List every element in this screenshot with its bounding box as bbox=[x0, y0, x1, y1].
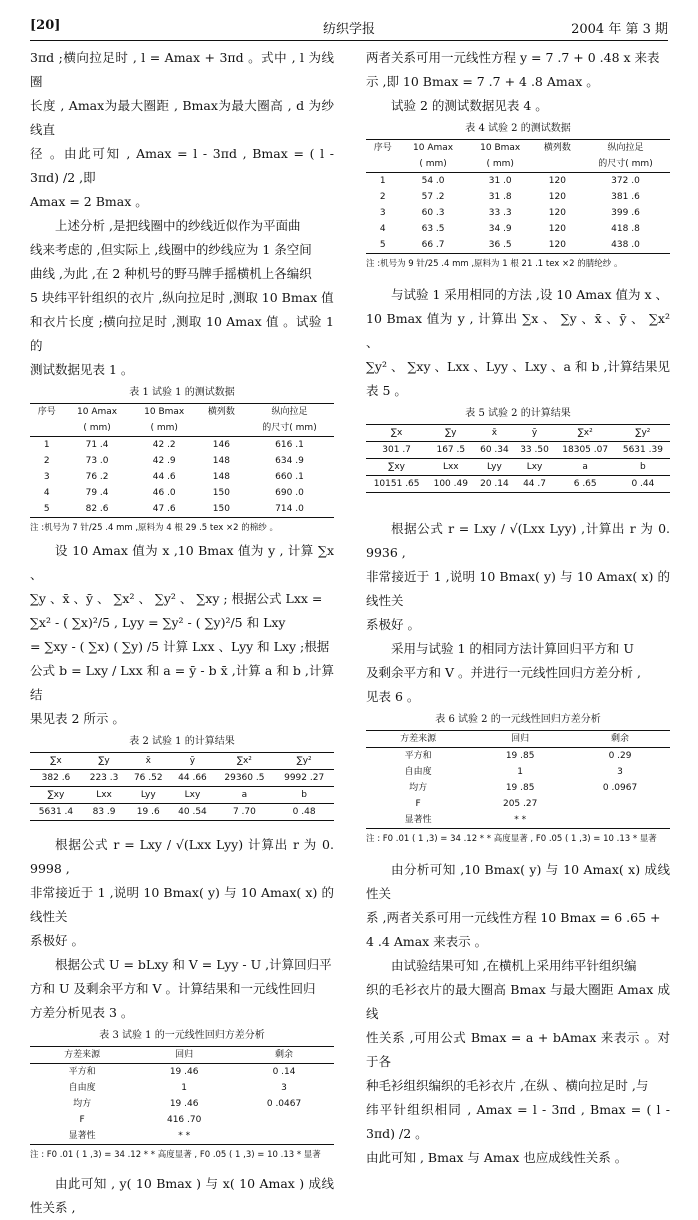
page-number: [20] bbox=[30, 18, 61, 33]
table-row: 2 57 .2 31 .8 120 381 .6 bbox=[379, 192, 640, 202]
table-3-caption: 表 3 试验 1 的一元线性回归方差分析 bbox=[99, 1030, 265, 1041]
text-line: ∑y 、x̄ 、ȳ 、 ∑x² 、 ∑y² 、 ∑xy ; 根据公式 Lxx = bbox=[30, 591, 323, 606]
text-line: 试验 2 的测试数据见表 4 。 bbox=[391, 98, 548, 113]
text-line: 曲线 ,为此 ,在 2 种机号的野马牌手摇横机上各编织 bbox=[30, 266, 312, 281]
table-3: 方差来源 回归 剩余 平方和 19 .46 0 .14 自由度 1 3 均方 19 .46 0 .0467 F 416 .70 显著性 * * bbox=[30, 1046, 334, 1145]
text-line: 织的毛衫衣片的最大圈高 Bmax 与最大圈距 Amax 成线 bbox=[366, 982, 670, 1021]
right-para-2 bbox=[366, 94, 670, 118]
right-para-3 bbox=[366, 283, 670, 403]
table-header: 纵向拉足 bbox=[607, 143, 644, 153]
table-3-note: 注 : F0 .01 ( 1 ,3) = 34 .12 * * 高度显著 , F0 .05 ( 1 ,3) = 10 .13 * 显著 bbox=[30, 1150, 321, 1160]
left-para-4 bbox=[30, 833, 334, 953]
table-row: 382 .6 223 .3 76 .52 44 .66 29360 .5 9992 .27 bbox=[30, 770, 334, 787]
table-6-note: 注 : F0 .01 ( 1 ,3) = 34 .12 * * 高度显著 , F0 .05 ( 1 ,3) = 10 .13 * 显著 bbox=[366, 834, 657, 844]
text-line: 设 10 Amax 值为 x ,10 Bmax 值为 y , 计算 ∑x 、 bbox=[30, 543, 334, 582]
table-header: 10 Bmax bbox=[480, 143, 521, 153]
table-row: 自由度 1 3 bbox=[404, 767, 623, 777]
table-4-caption: 表 4 试验 2 的测试数据 bbox=[465, 123, 571, 134]
text-line: 长度 , Amax为最大圈距 , Bmax为最大圈高 , d 为纱线直 bbox=[30, 98, 334, 137]
text-line: 见表 6 。 bbox=[366, 689, 420, 704]
table-row: 5 82 .6 47 .6 150 714 .0 bbox=[43, 504, 304, 514]
left-para-2 bbox=[30, 214, 334, 382]
table-row: 4 63 .5 34 .9 120 418 .8 bbox=[379, 224, 640, 234]
text-line: 方和 U 及剩余平方和 V 。计算结果和一元线性回归 bbox=[30, 981, 316, 996]
text-line: 公式 b = Lxy / Lxx 和 a = ȳ - b x̄ ,计算 a 和 b ,计算结 bbox=[30, 663, 334, 702]
text-line: 5 块纬平针组织的衣片 ,纵向拉足时 ,测取 10 Bmax 值 bbox=[30, 290, 334, 305]
text-line: 系极好 。 bbox=[366, 617, 420, 632]
text-line: 性关系 ,可用公式 Bmax = a + bAmax 来表示 。对于各 bbox=[366, 1030, 670, 1069]
text-line: 上述分析 ,是把线圈中的纱线近似作为平面曲 bbox=[55, 218, 301, 233]
table-header: 横列数 bbox=[543, 143, 571, 153]
right-para-7 bbox=[366, 954, 670, 1170]
left-para-3 bbox=[30, 539, 334, 731]
text-line: 采用与试验 1 的相同方法计算回归平方和 U bbox=[391, 641, 634, 656]
text-line: 纬平针组织相同 , Amax = l - 3πd , Bmax = ( l - 3πd) /2 。 bbox=[366, 1102, 670, 1141]
text-line: 果见表 2 所示 。 bbox=[30, 711, 125, 726]
table-row: 5 66 .7 36 .5 120 438 .0 bbox=[379, 240, 640, 250]
table-row: 301 .7 167 .5 60 .34 33 .50 18305 .07 5631 .39 bbox=[366, 442, 670, 459]
table-row: 4 79 .4 46 .0 150 690 .0 bbox=[43, 488, 304, 498]
text-line: Amax = 2 Bmax 。 bbox=[30, 194, 148, 209]
table-subheader: ( mm) bbox=[131, 420, 198, 437]
table-row: 3 76 .2 44 .6 148 660 .1 bbox=[43, 472, 304, 482]
text-line: 及剩余平方和 V 。并进行一元线性回归方差分析 , bbox=[366, 665, 641, 680]
text-line: 非常接近于 1 ,说明 10 Bmax( y) 与 10 Amax( x) 的线性关 bbox=[30, 885, 334, 924]
text-line: 系 ,两者关系可用一元线性方程 10 Bmax = 6 .65 + bbox=[366, 910, 661, 925]
table-row: 均方 19 .46 0 .0467 bbox=[73, 1099, 302, 1109]
table-subheader: ( mm) bbox=[467, 156, 534, 173]
table-row: 2 73 .0 42 .9 148 634 .9 bbox=[43, 456, 304, 466]
table-row: 自由度 1 3 bbox=[68, 1083, 287, 1093]
text-line: 和衣片长度 ;横向拉足时 ,测取 10 Amax 值 。试验 1 的 bbox=[30, 314, 334, 353]
table-header: 纵向拉足 bbox=[271, 407, 308, 417]
table-1-note: 注 :机号为 7 针/25 .4 mm ,原料为 4 根 29 .5 tex ×2 的棉纱 。 bbox=[30, 523, 278, 533]
text-line: 示 ,即 10 Bmax = 7 .7 + 4 .8 Amax 。 bbox=[366, 74, 599, 89]
table-row: 平方和 19 .85 0 .29 bbox=[404, 751, 632, 761]
text-line: = ∑xy - ( ∑x) ( ∑y) /5 计算 Lxx 、Lyy 和 Lxy ;根据 bbox=[30, 639, 330, 654]
text-line: 3πd ;横向拉足时 , l = Amax + 3πd 。式中 , l 为线圈 bbox=[30, 50, 334, 89]
table-row: 显著性 * * bbox=[68, 1131, 191, 1141]
issue-info: 2004 年 第 3 期 bbox=[571, 22, 668, 37]
page-header bbox=[30, 16, 668, 38]
table-header: 序号 bbox=[37, 407, 56, 417]
text-line: 系极好 。 bbox=[30, 933, 84, 948]
journal-title: 纺织学报 bbox=[322, 22, 375, 37]
text-line: 径 。由此可知 , Amax = l - 3πd , Bmax = ( l - 3πd) /2 ,即 bbox=[30, 146, 334, 185]
text-line: 测试数据见表 1 。 bbox=[30, 362, 134, 377]
text-line: 由试验结果可知 ,在横机上采用纬平针组织编 bbox=[391, 958, 637, 973]
text-line: 由此可知 , Bmax 与 Amax 也应成线性关系 。 bbox=[366, 1150, 628, 1165]
left-para-1 bbox=[30, 46, 334, 214]
text-line: 两者关系可用一元线性方程 y = 7 .7 + 0 .48 x 来表 bbox=[366, 50, 660, 65]
text-line: 由此可知 , y( 10 Bmax ) 与 x( 10 Amax ) 成线性关系 , bbox=[30, 1176, 334, 1215]
text-line: 由分析可知 ,10 Bmax( y) 与 10 Amax( x) 成线性关 bbox=[366, 862, 670, 901]
text-line: 4 .4 Amax 来表示 。 bbox=[366, 934, 488, 949]
table-row: 10151 .65 100 .49 20 .14 44 .7 6 .65 0 .44 bbox=[373, 479, 655, 489]
text-line: 与试验 1 采用相同的方法 ,设 10 Amax 值为 x 、 bbox=[391, 287, 669, 302]
table-header: 10 Amax bbox=[77, 407, 118, 417]
table-row: 5631 .4 83 .9 19 .6 40 .54 7 .70 0 .48 bbox=[38, 807, 316, 817]
table-header: 横列数 bbox=[207, 407, 235, 417]
table-subheader: ( mm) bbox=[400, 156, 467, 173]
table-header: 10 Bmax bbox=[144, 407, 185, 417]
text-line: ∑y² 、 ∑xy 、Lxx 、Lyy 、Lxy 、a 和 b ,计算结果见表 5 。 bbox=[366, 359, 670, 398]
right-para-6 bbox=[366, 858, 670, 954]
left-column bbox=[30, 46, 334, 1220]
table-row: F 205 .27 bbox=[415, 799, 538, 809]
table-row: F 416 .70 bbox=[79, 1115, 202, 1125]
table-row: 1 71 .4 42 .2 146 616 .1 bbox=[43, 440, 304, 450]
table-6: 方差来源 回归 剩余 平方和 19 .85 0 .29 自由度 1 3 均方 19 .85 0 .0967 F 205 .27 显著性 * * bbox=[366, 730, 670, 829]
table-row: 均方 19 .85 0 .0967 bbox=[409, 783, 638, 793]
table-header: 序号 bbox=[373, 143, 392, 153]
header-rule bbox=[30, 40, 668, 41]
table-row: 平方和 19 .46 0 .14 bbox=[68, 1067, 296, 1077]
table-1 bbox=[30, 403, 334, 518]
left-para-6 bbox=[30, 1172, 334, 1220]
table-row: 1 54 .0 31 .0 120 372 .0 bbox=[379, 176, 640, 186]
table-2: ∑x ∑y x̄ ȳ ∑x² ∑y² 382 .6 223 .3 76 .52 44 .66 29360 .5 9992 .27 ∑xy Lxx Lyy Lxy a b 5631 .4 83 .9 19 .6 40 .54 7 .70 0 .48 bbox=[30, 752, 334, 821]
table-row: 显著性 * * bbox=[404, 815, 527, 825]
right-para-1 bbox=[366, 46, 670, 94]
table-subheader: 的尺寸( mm) bbox=[245, 420, 334, 437]
table-4 bbox=[366, 139, 670, 254]
table-subheader: ( mm) bbox=[64, 420, 131, 437]
text-line: 根据公式 r = Lxy / √(Lxx Lyy) ,计算出 r 为 0. 9936 , bbox=[366, 521, 670, 560]
table-header: 10 Amax bbox=[413, 143, 454, 153]
text-line: 根据公式 U = bLxy 和 V = Lyy - U ,计算回归平 bbox=[55, 957, 332, 972]
text-line: 非常接近于 1 ,说明 10 Bmax( y) 与 10 Amax( x) 的线性关 bbox=[366, 569, 670, 608]
right-para-4 bbox=[366, 517, 670, 637]
text-line: 根据公式 r = Lxy / √(Lxx Lyy) 计算出 r 为 0. 9998 , bbox=[30, 837, 334, 876]
table-6-caption: 表 6 试验 2 的一元线性回归方差分析 bbox=[435, 714, 601, 725]
right-column bbox=[366, 46, 670, 1170]
table-2-caption: 表 2 试验 1 的计算结果 bbox=[129, 736, 235, 747]
left-para-5 bbox=[30, 953, 334, 1025]
table-row: 3 60 .3 33 .3 120 399 .6 bbox=[379, 208, 640, 218]
text-line: ∑x² - ( ∑x)²/5 , Lyy = ∑y² - ( ∑y)²/5 和 Lxy bbox=[30, 615, 286, 630]
table-4-note: 注 :机号为 9 针/25 .4 mm ,原料为 1 根 21 .1 tex ×2 的腈纶纱 。 bbox=[366, 259, 623, 269]
text-line: 方差分析见表 3 。 bbox=[30, 1005, 134, 1020]
text-line: 种毛衫组织编织的毛衫衣片 ,在纵 、横向拉足时 ,与 bbox=[366, 1078, 649, 1093]
table-1-caption: 表 1 试验 1 的测试数据 bbox=[129, 387, 235, 398]
table-5: ∑x ∑y x̄ ȳ ∑x² ∑y² 301 .7 167 .5 60 .34 33 .50 18305 .07 5631 .39 ∑xy Lxx Lyy Lxy a b 10151 .65 100 .49 20 .14 44 .7 6 .65 0 .44 bbox=[366, 424, 670, 493]
table-subheader: 的尺寸( mm) bbox=[581, 156, 670, 173]
table-5-caption: 表 5 试验 2 的计算结果 bbox=[465, 408, 571, 419]
right-para-5 bbox=[366, 637, 670, 709]
text-line: 线来考虑的 ,但实际上 ,线圈中的纱线应为 1 条空间 bbox=[30, 242, 312, 257]
text-line: 10 Bmax 值为 y , 计算出 ∑x 、 ∑y 、x̄ 、ȳ 、 ∑x² 、 bbox=[366, 311, 670, 350]
